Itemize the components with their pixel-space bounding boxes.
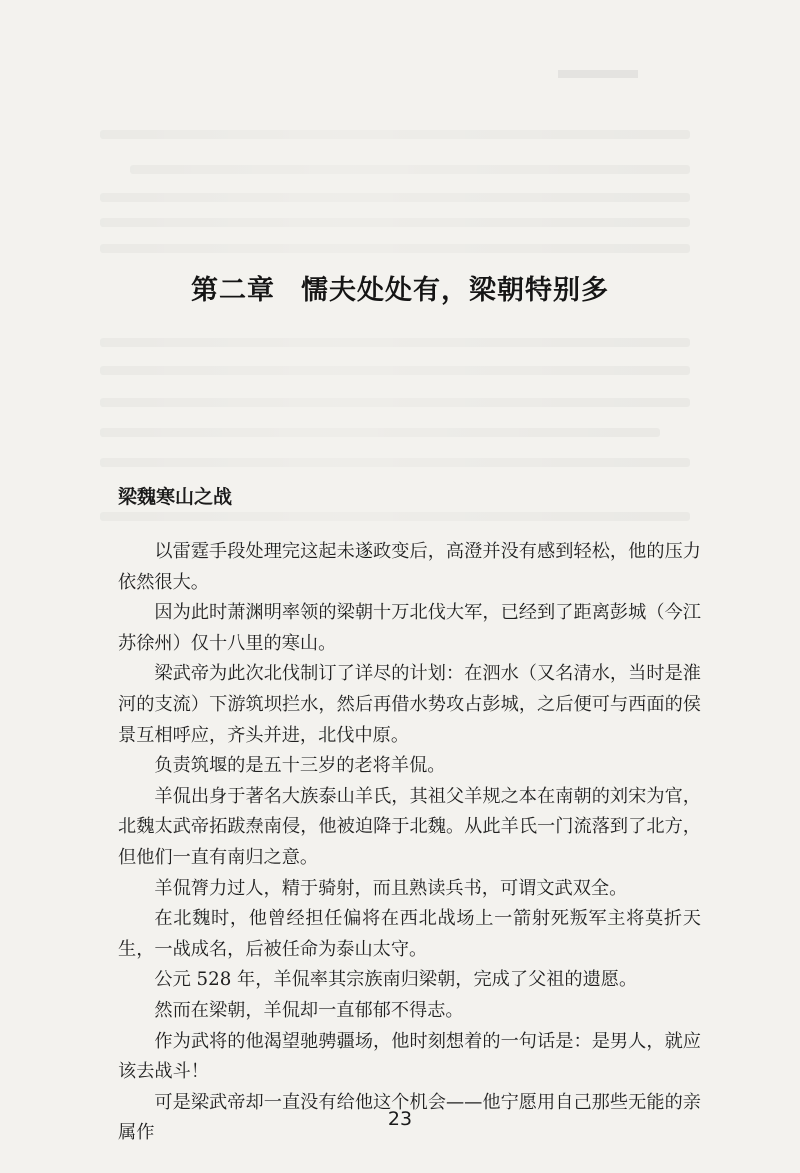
paragraph: 公元 528 年，羊侃率其宗族南归梁朝，完成了父祖的遗愿。 — [154, 969, 638, 991]
paragraph: 负责筑堰的是五十三岁的老将羊侃。 — [154, 755, 446, 777]
chapter-number: 第二章 — [191, 275, 275, 306]
paragraph: 羊侃膂力过人，精于骑射，而且熟读兵书，可谓文武双全。 — [154, 877, 628, 899]
chapter-title — [0, 268, 800, 307]
page-number: 23 — [387, 1108, 413, 1130]
paragraph: 然而在梁朝，羊侃却一直郁郁不得志。 — [154, 999, 464, 1021]
chapter-name: 懦夫处处有，梁朝特别多 — [301, 275, 609, 306]
paragraph: 梁武帝为此次北伐制订了详尽的计划：在泗水（又名清水，当时是淮河的支流）下游筑坝拦水，然后再借水势攻占彭城，之后便可与西面的侯景互相呼应，齐头并进，北伐中原。 — [118, 663, 701, 746]
body-text — [118, 537, 701, 1149]
paragraph: 作为武将的他渴望驰骋疆场，他时刻想着的一句话是：是男人，就应该去战斗！ — [118, 1030, 701, 1083]
paragraph: 可是梁武帝却一直没有给他这个机会——他宁愿用自己那些无能的亲属作 — [118, 1091, 701, 1144]
paragraph: 以雷霆手段处理完这起未遂政变后，高澄并没有感到轻松，他的压力依然很大。 — [118, 541, 701, 593]
paragraph: 因为此时萧渊明率领的梁朝十万北伐大军，已经到了距离彭城（今江苏徐州）仅十八里的寒山。 — [118, 602, 701, 654]
paragraph: 羊侃出身于著名大族泰山羊氏，其祖父羊规之本在南朝的刘宋为官，北魏太武帝拓跋焘南侵，他被迫降于北魏。从此羊氏一门流落到了北方，但他们一直有南归之意。 — [118, 785, 701, 868]
paragraph: 在北魏时，他曾经担任偏将在西北战场上一箭射死叛军主将莫折天生，一战成名，后被任命为泰山太守。 — [118, 908, 701, 960]
section-title: 梁魏寒山之战 — [118, 486, 233, 508]
